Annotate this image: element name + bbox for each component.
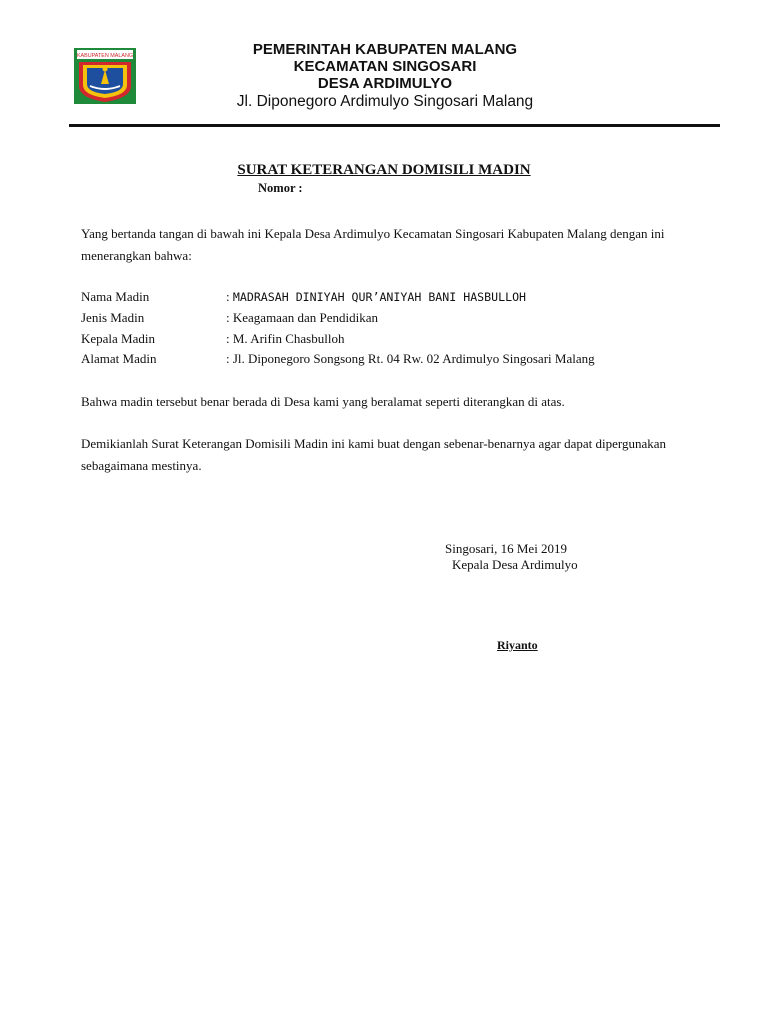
field-separator: : <box>226 310 230 325</box>
statement-paragraph: Bahwa madin tersebut benar berada di Desa kami yang beralamat seperti diterangkan di atas. <box>81 394 565 409</box>
signer-role: Kepala Desa Ardimulyo <box>452 557 578 572</box>
document-number-label: Nomor : <box>258 181 303 195</box>
office-address: Jl. Diponegoro Ardimulyo Singosari Malang <box>236 93 534 110</box>
government-name: PEMERINTAH KABUPATEN MALANG <box>252 41 518 58</box>
field-separator: : <box>226 331 230 346</box>
signer-name: Riyanto <box>497 638 538 652</box>
madin-address: Jl. Diponegoro Songsong Rt. 04 Rw. 02 Ardimulyo Singosari Malang <box>232 351 595 366</box>
district-name: KECAMATAN SINGOSARI <box>293 58 477 75</box>
field-label-kepala-madin: Kepala Madin <box>81 331 156 346</box>
letterhead-divider <box>69 124 720 127</box>
intro-paragraph: Yang bertanda tangan di bawah ini Kepala Desa Ardimulyo Kecamatan Singosari Kabupaten Malang dengan ini menerangkan bahwa: <box>81 226 665 263</box>
field-value-jenis-madin <box>226 310 378 326</box>
field-label-jenis-madin: Jenis Madin <box>81 310 145 325</box>
madin-name: MADRASAH DINIYAH QUR’ANIYAH BANI HASBULLOH <box>232 290 527 304</box>
field-separator: : <box>226 289 230 304</box>
field-value-kepala-madin <box>226 331 344 347</box>
document-title: SURAT KETERANGAN DOMISILI MADIN <box>237 162 531 178</box>
madin-head: M. Arifin Chasbulloh <box>232 331 345 346</box>
field-label-alamat-madin: Alamat Madin <box>81 351 157 366</box>
field-value-alamat-madin <box>226 351 595 367</box>
field-separator: : <box>226 351 230 366</box>
place-date: Singosari, 16 Mei 2019 <box>445 541 568 556</box>
field-label-nama-madin: Nama Madin <box>81 289 150 304</box>
madin-type: Keagamaan dan Pendidikan <box>232 310 378 325</box>
field-value-nama-madin <box>226 289 526 305</box>
kabupaten-malang-emblem <box>74 48 136 104</box>
emblem-text: KABUPATEN MALANG <box>76 53 134 59</box>
closing-paragraph: Demikianlah Surat Keterangan Domisili Madin ini kami buat dengan sebenar-benarnya agar dapat dipergunakan sebagaimana mestinya. <box>81 436 667 473</box>
village-name: DESA ARDIMULYO <box>317 75 453 92</box>
